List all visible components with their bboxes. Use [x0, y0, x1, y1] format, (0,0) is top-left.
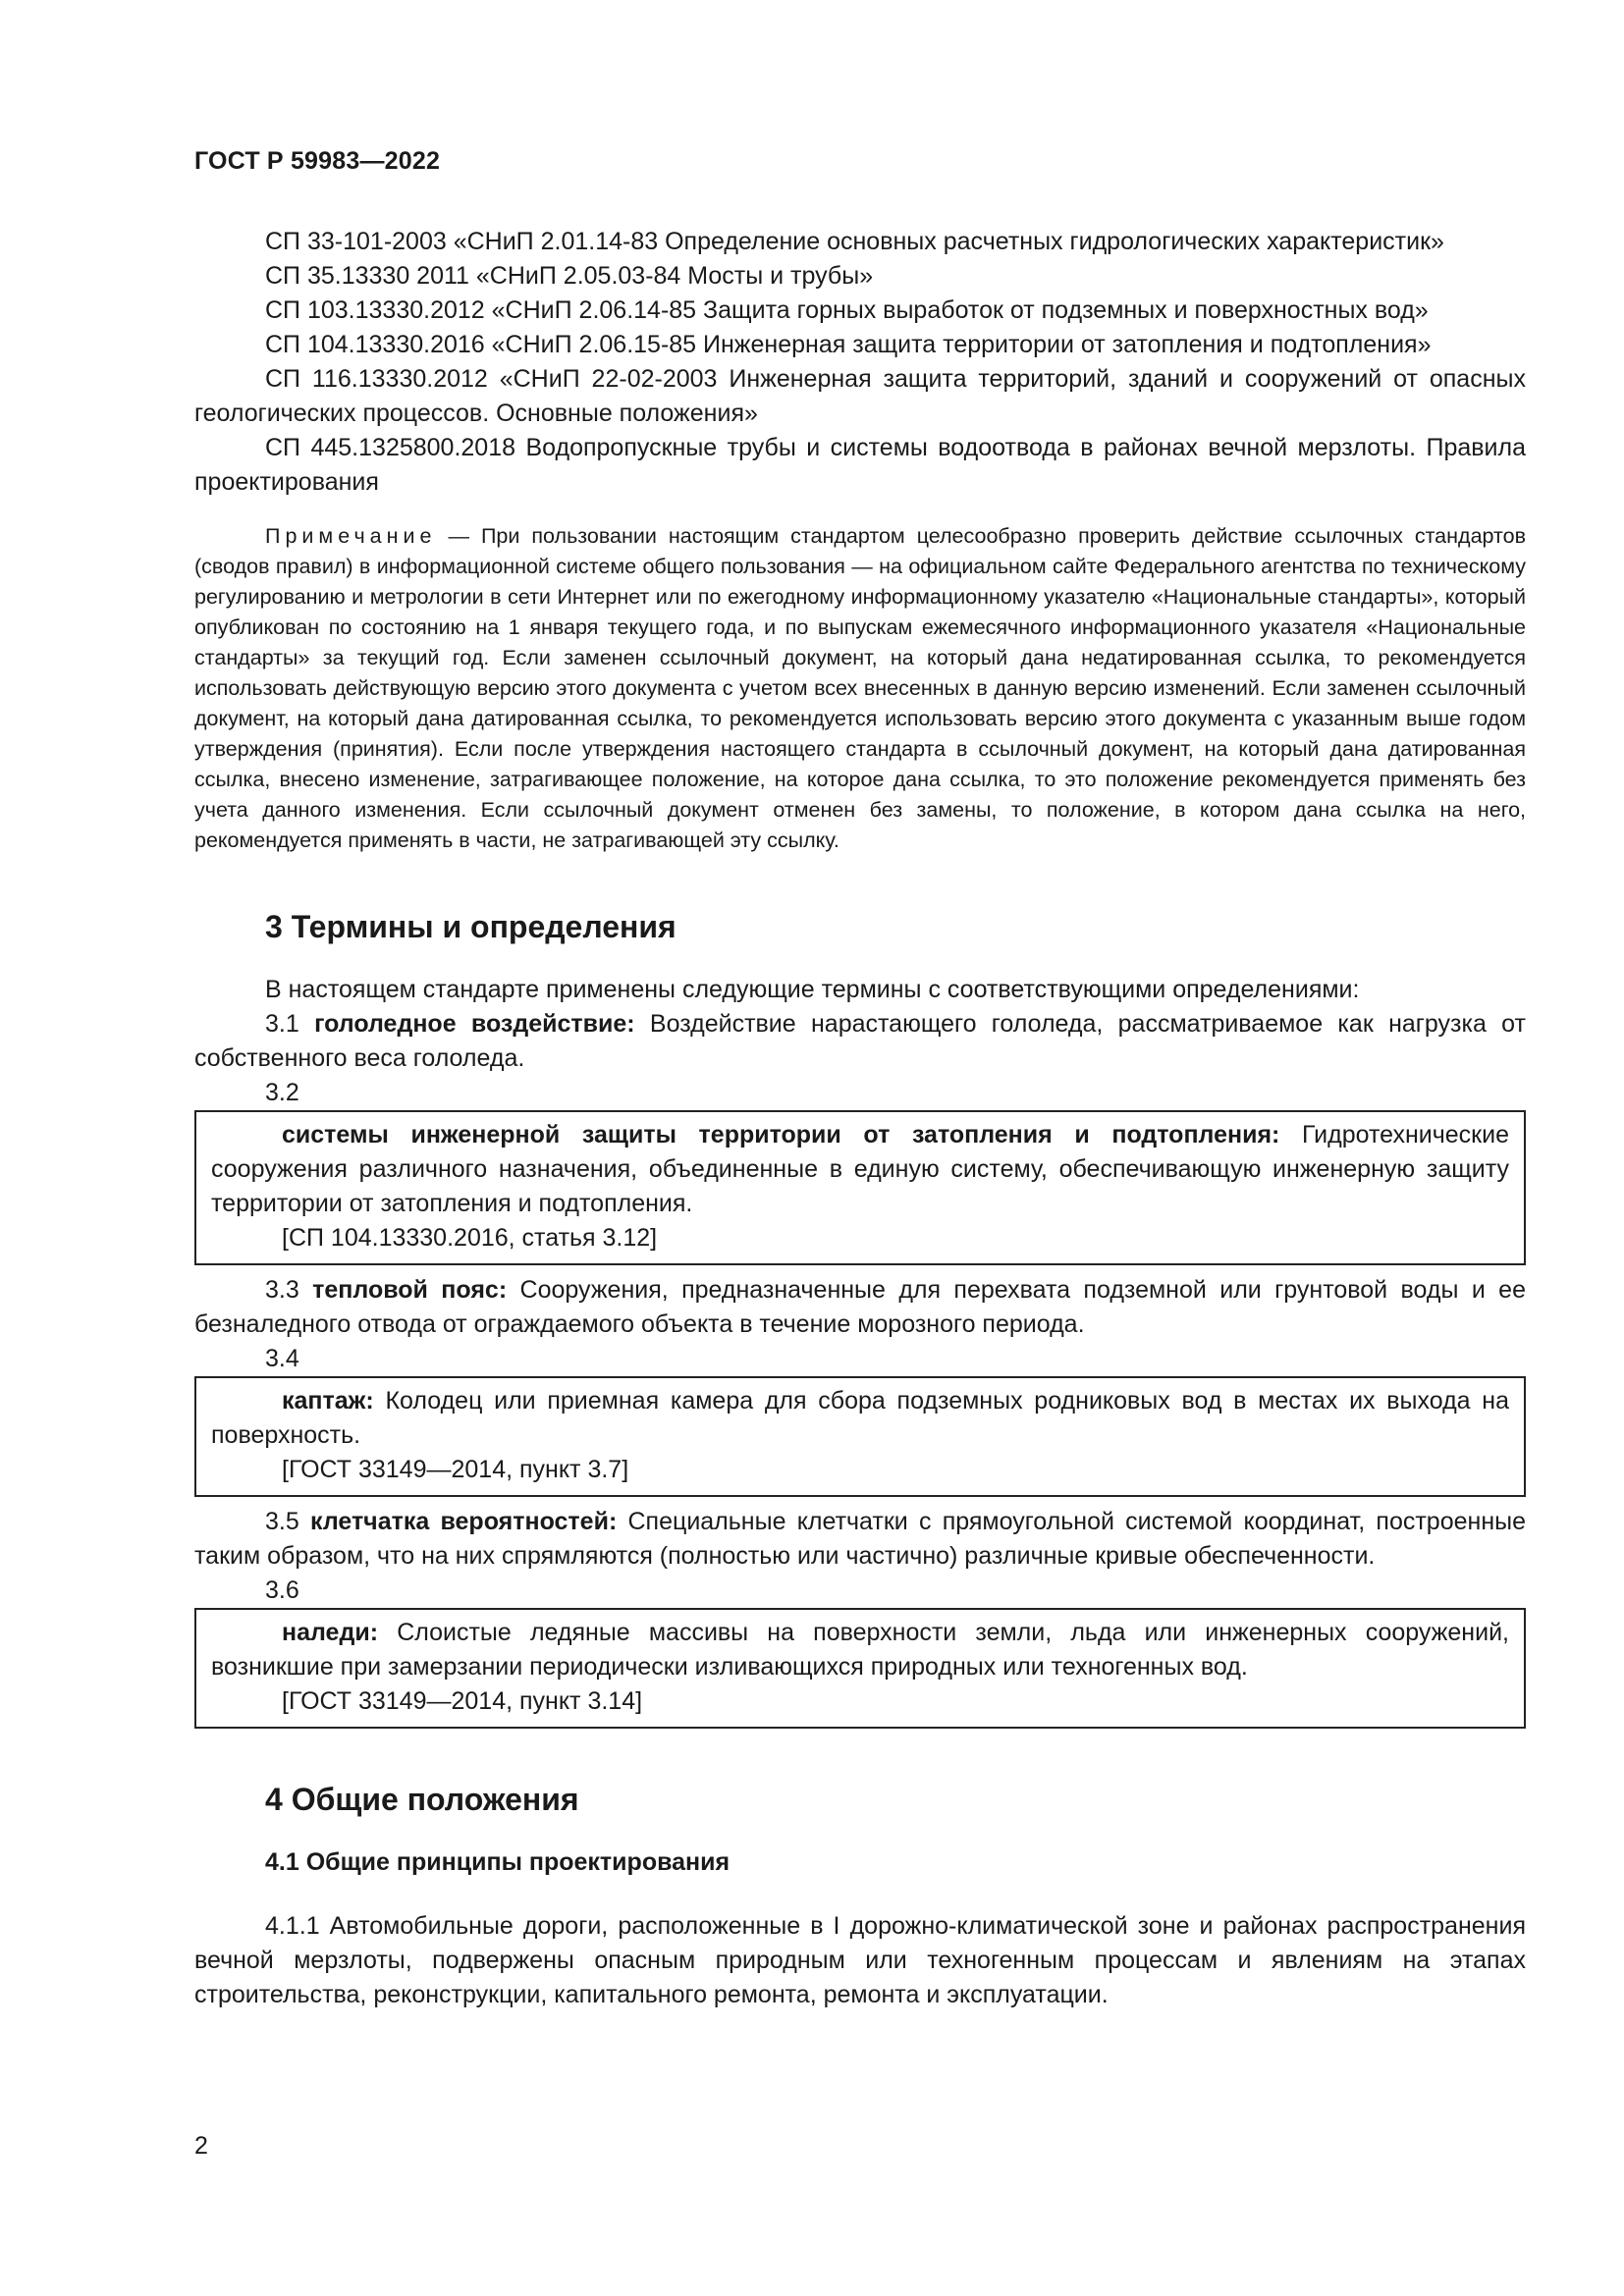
- term-3-2-box: [194, 1110, 1526, 1265]
- term-3-6-box: [194, 1608, 1526, 1729]
- term-source: [СП 104.13330.2016, статья 3.12]: [282, 1224, 658, 1252]
- term-definition: Слоистые ледяные массивы на поверхности земли, льда или инженерных сооружений, возникшие при замерзании периодически изливающихся природных или техногенных вод.: [211, 1619, 1509, 1681]
- page-number: 2: [194, 2132, 208, 2160]
- term-title: тепловой пояс:: [312, 1276, 508, 1304]
- reference-item: СП 445.1325800.2018 Водопропускные трубы и системы водоотвода в районах вечной мерзлоты. Правила проектирования: [194, 434, 1526, 496]
- document-page: [194, 147, 1526, 2012]
- reference-item: СП 103.13330.2012 «СНиП 2.06.14-85 Защита горных выработок от подземных и поверхностных вод»: [265, 296, 1429, 324]
- section-3-heading: 3 Термины и определения: [265, 909, 677, 944]
- reference-item: СП 116.13330.2012 «СНиП 22-02-2003 Инженерная защита территорий, зданий и сооружений от опасных геологических процессов. Основные положения»: [194, 365, 1526, 427]
- note-label: Примечание: [265, 524, 437, 548]
- paragraph-4-1-1: 4.1.1 Автомобильные дороги, расположенные в I дорожно-климатической зоне и районах распространения вечной мерзлоты, подвержены опасным природным или техногенным процессам и явлениям на этапах строительства, реконструкции, капитального ремонта, ремонта и эксплуатации.: [194, 1912, 1526, 2008]
- term-3-3: 3.3 тепловой пояс: Сооружения, предназначенные для перехвата подземной или грунтовой воды и ее безналедного отвода от ограждаемого объекта в течение морозного периода.: [194, 1276, 1526, 1338]
- term-number: 3.6: [265, 1576, 299, 1604]
- term-definition: Сооружения, предназначенные для перехвата подземной или грунтовой воды и ее безналедного отвода от ограждаемого объекта в течение морозного периода.: [194, 1276, 1526, 1338]
- term-3-1: 3.1 гололедное воздействие: Воздействие нарастающего гололеда, рассматриваемое как нагрузка от собственного веса гололеда.: [194, 1010, 1526, 1072]
- term-title: системы инженерной защиты территории от затопления и подтопления:: [282, 1121, 1280, 1148]
- reference-item: СП 104.13330.2016 «СНиП 2.06.15-85 Инженерная защита территории от затопления и подтопления»: [265, 331, 1432, 358]
- term-3-5: 3.5 клетчатка вероятностей: Специальные клетчатки с прямоугольной системой координат, построенные таким образом, что на них спрямляются (полностью или частично) различные кривые обеспеченности.: [194, 1508, 1526, 1570]
- term-title: наледи:: [282, 1619, 379, 1646]
- term-number: 3.2: [265, 1079, 299, 1106]
- term-title: гололедное воздействие:: [314, 1010, 635, 1038]
- term-definition: Гидротехнические сооружения различного назначения, объединенные в единую систему, обеспечивающую инженерную защиту территории от затопления и подтопления.: [211, 1121, 1509, 1217]
- term-definition: Специальные клетчатки с прямоугольной системой координат, построенные таким образом, что на них спрямляются (полностью или частично) различные кривые обеспеченности.: [194, 1508, 1526, 1570]
- note-paragraph: [194, 521, 1526, 856]
- section-4-heading: 4 Общие положения: [265, 1782, 579, 1817]
- section-4-1-heading: 4.1 Общие принципы проектирования: [265, 1848, 731, 1876]
- term-title: клетчатка вероятностей:: [310, 1508, 618, 1535]
- term-definition: Воздействие нарастающего гололеда, рассматриваемое как нагрузка от собственного веса гололеда.: [194, 1010, 1526, 1072]
- term-definition: Колодец или приемная камера для сбора подземных родниковых вод в местах их выхода на поверхность.: [211, 1387, 1509, 1449]
- section-3-intro: В настоящем стандарте применены следующие термины с соответствующими определениями:: [265, 976, 1360, 1003]
- term-source: [ГОСТ 33149—2014, пункт 3.14]: [282, 1687, 643, 1715]
- term-number: 3.4: [265, 1345, 299, 1372]
- reference-item: СП 35.13330 2011 «СНиП 2.05.03-84 Мосты и трубы»: [265, 262, 874, 290]
- reference-item: СП 33-101-2003 «СНиП 2.01.14-83 Определение основных расчетных гидрологических характеристик»: [265, 228, 1444, 255]
- term-source: [ГОСТ 33149—2014, пункт 3.7]: [282, 1456, 629, 1483]
- term-title: каптаж:: [282, 1387, 374, 1415]
- note-text: — При пользовании настоящим стандартом целесообразно проверить действие ссылочных стандартов (сводов правил) в информационной системе общего пользования — на официальном сайте Федерального агентства по техническому регулированию и метрологии в сети Интернет или по ежегодному информационному указателю «Национальные стандарты», который опубликован по состоянию на 1 января текущего года, и по выпускам ежемесячного информационного указателя «Национальные стандарты» за текущий год. Если заменен ссылочный документ, на который дана недатированная ссылка, то рекомендуется использовать действующую версию этого документа с учетом всех внесенных в данную версию изменений. Если заменен ссылочный документ, на который дана датированная ссылка, то рекомендуется использовать версию этого документа с указанным выше годом утверждения (принятия). Если после утверждения настоящего стандарта в ссылочный документ, на который дана датированная ссылка, внесено изменение, затрагивающее положение, на которое дана ссылка, то это положение рекомендуется применять без учета данного изменения. Если ссылочный документ отменен без замены, то положение, в котором дана ссылка на него, рекомендуется применять в части, не затрагивающей эту ссылку.: [194, 524, 1526, 852]
- term-3-4-box: [194, 1376, 1526, 1497]
- document-header: ГОСТ Р 59983—2022: [194, 147, 441, 175]
